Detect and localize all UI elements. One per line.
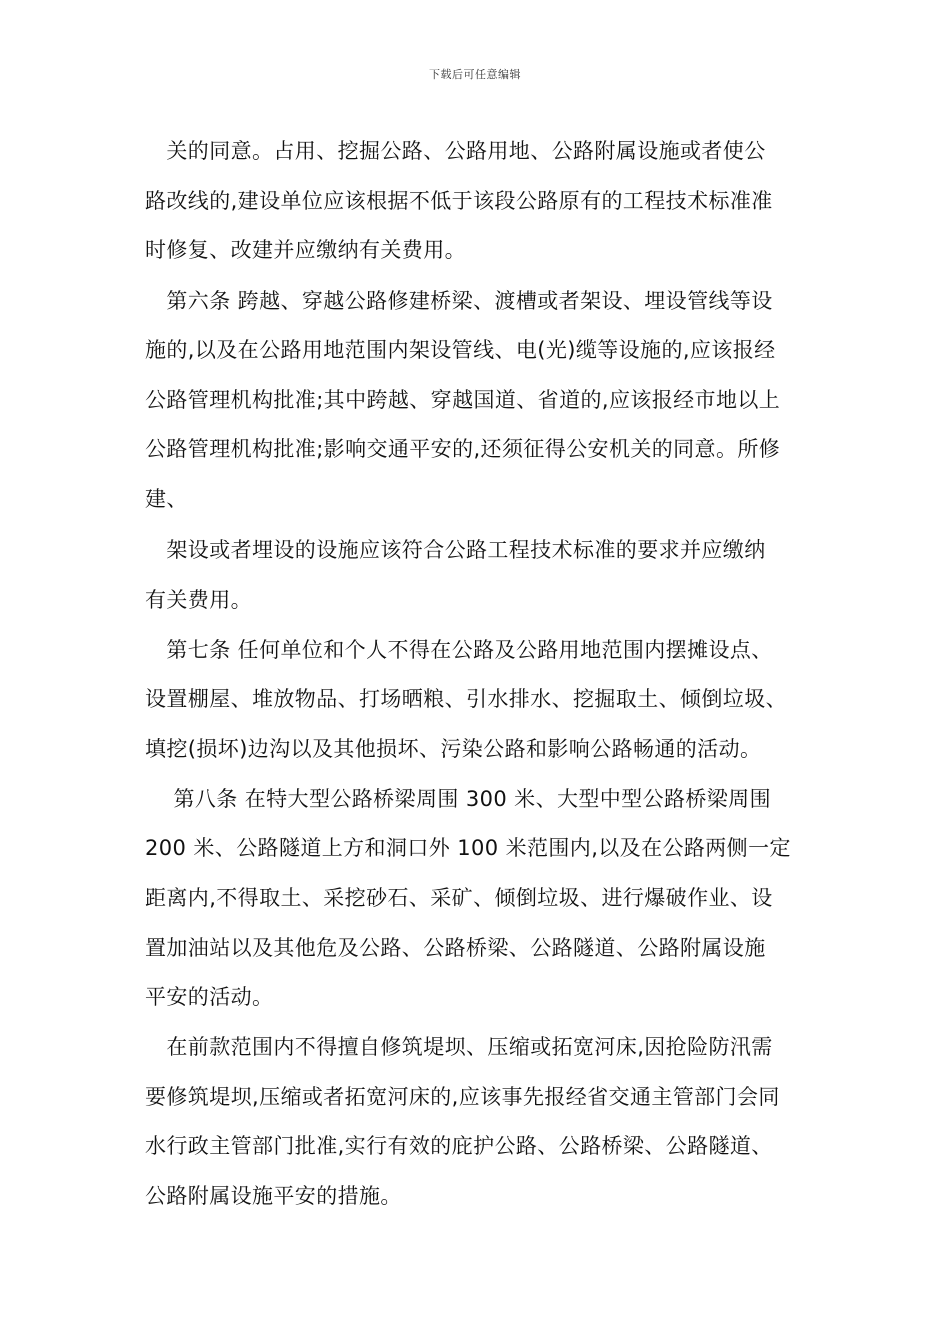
text-line: 距离内,不得取土、采挖砂石、采矿、倾倒垃圾、进行爆破作业、设 [145,886,773,910]
text-line: 置加油站以及其他危及公路、公路桥梁、公路隧道、公路附属设施 [145,936,766,960]
text-line: 填挖(损坏)边沟以及其他损坏、污染公路和影响公路畅通的活动。 [145,737,762,761]
text-line: 关的同意。占用、挖掘公路、公路用地、公路附属设施或者使公 [145,139,766,163]
text-line: 水行政主管部门批准,实行有效的庇护公路、公路桥梁、公路隧道、 [145,1134,773,1158]
text-line: 建、 [145,487,188,511]
text-line: 架设或者埋设的设施应该符合公路工程技术标准的要求并应缴纳 [145,538,766,562]
page-header: 下载后可任意编辑 [429,68,521,81]
text-line: 要修筑堤坝,压缩或者拓宽河床的,应该事先报经省交通主管部门会同 [145,1085,780,1109]
text-line: 第八条 在特大型公路桥梁周围 300 米、大型中型公路桥梁周围 [145,787,771,811]
text-line: 公路附属设施平安的措施。 [145,1184,402,1208]
text-line: 路改线的,建设单位应该根据不低于该段公路原有的工程技术标准准 [145,189,773,213]
text-line: 设置棚屋、堆放物品、打场晒粮、引水排水、挖掘取土、倾倒垃圾、 [145,687,787,711]
text-line: 200 米、公路隧道上方和洞口外 100 米范围内,以及在公路两侧一定 [145,836,791,860]
text-line: 有关费用。 [145,588,252,612]
text-line: 在前款范围内不得擅自修筑堤坝、压缩或拓宽河床,因抢险防汛需 [145,1035,773,1059]
text-line: 施的,以及在公路用地范围内架设管线、电(光)缆等设施的,应该报经 [145,338,776,362]
text-line: 时修复、改建并应缴纳有关费用。 [145,238,466,262]
text-line: 公路管理机构批准;其中跨越、穿越国道、省道的,应该报经市地以上 [145,388,781,412]
text-line: 平安的活动。 [145,985,274,1009]
text-line: 第七条 任何单位和个人不得在公路及公路用地范围内摆摊设点、 [145,638,773,662]
text-line: 第六条 跨越、穿越公路修建桥梁、渡槽或者架设、埋设管线等设 [145,289,773,313]
text-line: 公路管理机构批准;影响交通平安的,还须征得公安机关的同意。所修 [145,437,781,461]
